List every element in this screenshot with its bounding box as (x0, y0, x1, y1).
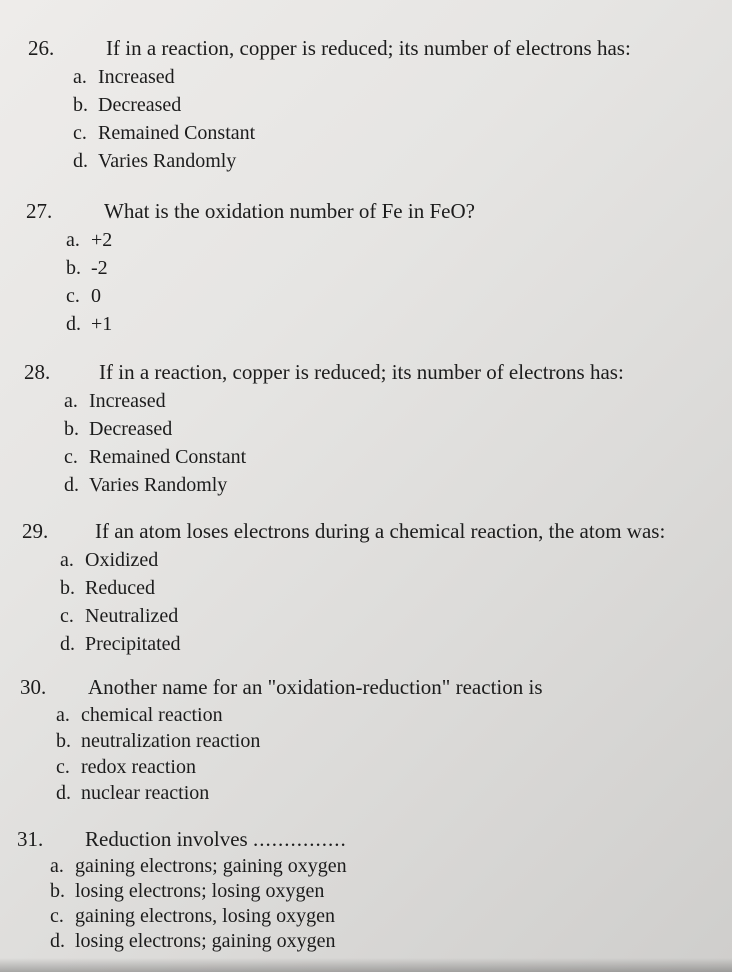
option-text: Increased (98, 66, 175, 88)
option-text: 0 (91, 285, 101, 307)
option-letter: b. (66, 257, 81, 279)
option-letter: b. (60, 577, 75, 599)
question-header (26, 196, 732, 226)
question-28 (0, 357, 732, 499)
option-letter: c. (50, 905, 64, 927)
option-text: chemical reaction (81, 704, 223, 726)
question-header (24, 357, 732, 387)
option-text: Varies Randomly (98, 150, 237, 172)
option-letter: b. (50, 880, 65, 902)
option-c (66, 282, 732, 310)
option-text: losing electrons; gaining oxygen (75, 930, 336, 952)
question-text: If an atom loses electrons during a chemical reaction, the atom was: (95, 519, 666, 543)
option-text: Decreased (89, 418, 173, 440)
option-b (60, 574, 732, 602)
option-letter: c. (60, 605, 74, 627)
option-list (50, 854, 732, 954)
option-text: Decreased (98, 94, 182, 116)
question-29 (0, 516, 732, 658)
option-letter: d. (50, 930, 65, 952)
option-letter: b. (64, 418, 79, 440)
option-d (66, 310, 732, 338)
question-text: Another name for an "oxidation-reduction" reaction is (88, 675, 543, 699)
option-a (50, 854, 732, 879)
option-text: gaining electrons; gaining oxygen (75, 855, 347, 877)
page-edge-shadow (0, 958, 732, 972)
option-list (66, 226, 732, 338)
question-number: 31. (17, 827, 44, 851)
option-a (56, 702, 732, 728)
option-letter: d. (66, 313, 81, 335)
option-b (64, 415, 732, 443)
option-letter: c. (64, 446, 78, 468)
option-text: Precipitated (85, 633, 181, 655)
option-text: Varies Randomly (89, 474, 228, 496)
question-text: What is the oxidation number of Fe in FeO? (104, 199, 475, 223)
option-letter: c. (73, 122, 87, 144)
option-text: +1 (91, 313, 113, 335)
option-list (56, 702, 732, 806)
question-27 (0, 196, 732, 338)
option-text: Oxidized (85, 549, 159, 571)
option-text: neutralization reaction (81, 730, 261, 752)
option-b (56, 728, 732, 754)
question-text: If in a reaction, copper is reduced; its number of electrons has: (99, 360, 624, 384)
question-number: 26. (28, 36, 55, 60)
question-prompt: Reduction involves (85, 827, 248, 851)
question-header (28, 33, 732, 63)
option-b (73, 91, 732, 119)
option-letter: d. (56, 782, 71, 804)
option-letter: b. (56, 730, 71, 752)
option-b (66, 254, 732, 282)
question-26 (0, 33, 732, 175)
option-letter: d. (73, 150, 88, 172)
question-number: 28. (24, 360, 51, 384)
option-letter: a. (64, 390, 78, 412)
option-letter: a. (73, 66, 87, 88)
option-text: Neutralized (85, 605, 179, 627)
option-letter: a. (60, 549, 74, 571)
option-text: +2 (91, 229, 113, 251)
option-text: Remained Constant (89, 446, 247, 468)
option-letter: a. (50, 855, 64, 877)
question-number: 27. (26, 199, 53, 223)
question-number: 30. (20, 675, 47, 699)
option-text: Increased (89, 390, 166, 412)
question-text: If in a reaction, copper is reduced; its number of electrons has: (106, 36, 631, 60)
option-b (50, 879, 732, 904)
question-number: 29. (22, 519, 49, 543)
option-d (56, 780, 732, 806)
option-letter: c. (56, 756, 70, 778)
option-list (64, 387, 732, 499)
option-letter: a. (56, 704, 70, 726)
option-letter: d. (64, 474, 79, 496)
option-d (50, 929, 732, 954)
option-list (60, 546, 732, 658)
option-text: losing electrons; losing oxygen (75, 880, 325, 902)
option-letter: b. (73, 94, 88, 116)
option-letter: a. (66, 229, 80, 251)
option-letter: c. (66, 285, 80, 307)
option-text: redox reaction (81, 756, 196, 778)
option-list (73, 63, 732, 175)
option-c (60, 602, 732, 630)
option-letter: d. (60, 633, 75, 655)
option-text: nuclear reaction (81, 782, 210, 804)
option-c (56, 754, 732, 780)
option-d (73, 147, 732, 175)
question-header (22, 516, 732, 546)
answer-blank: ............... (252, 827, 347, 851)
option-d (60, 630, 732, 658)
option-a (64, 387, 732, 415)
option-text: Reduced (85, 577, 155, 599)
question-header (17, 824, 732, 854)
option-text: Remained Constant (98, 122, 256, 144)
option-text: -2 (91, 257, 108, 279)
option-c (50, 904, 732, 929)
option-c (73, 119, 732, 147)
option-a (66, 226, 732, 254)
question-30 (0, 672, 732, 806)
option-d (64, 471, 732, 499)
option-c (64, 443, 732, 471)
option-a (73, 63, 732, 91)
question-31 (0, 824, 732, 954)
question-text (85, 824, 347, 854)
question-header (20, 672, 732, 702)
option-a (60, 546, 732, 574)
option-text: gaining electrons, losing oxygen (75, 905, 335, 927)
